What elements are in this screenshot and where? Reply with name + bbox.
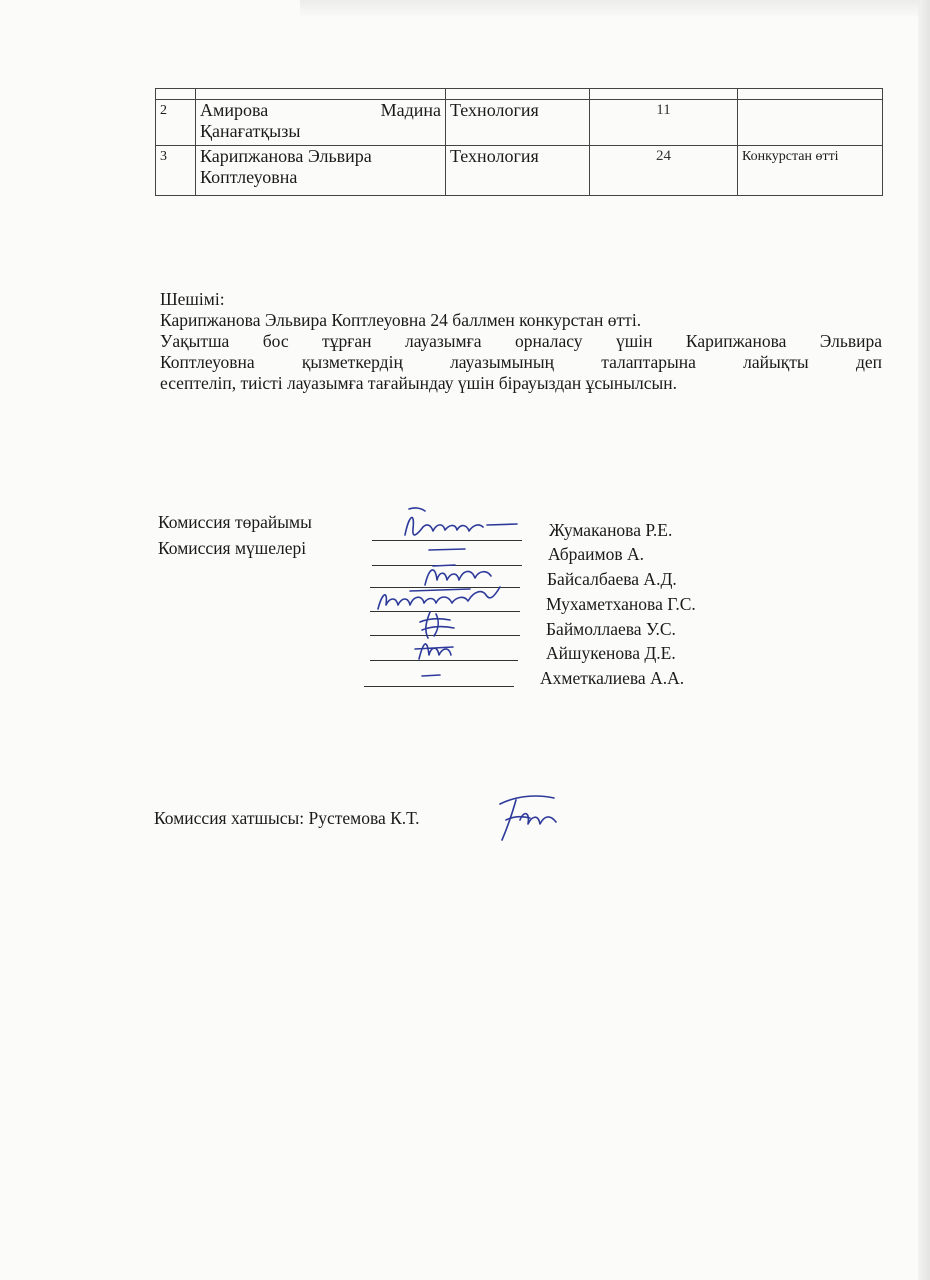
name-part: Коптлеуовна xyxy=(200,167,298,187)
decision-line: есептеліп, тиісті лауазымға тағайындау үшін бірауыздан ұсынылсын. xyxy=(160,373,678,393)
name-part: Мадина xyxy=(380,100,441,120)
results-table xyxy=(155,88,883,196)
chair-label: Комиссия төрайымы xyxy=(158,512,312,532)
member-name: Ахметкалиева А.А. xyxy=(540,668,685,688)
table-row xyxy=(156,89,883,100)
score xyxy=(590,89,738,100)
decision-line: Карипжанова Эльвира Коптлеуовна 24 баллмен конкурстан өтті. xyxy=(160,310,642,330)
name-part: Амирова xyxy=(200,100,269,120)
score: 11 xyxy=(590,100,738,146)
member-name: Абраимов А. xyxy=(548,544,645,564)
secretary-label: Комиссия хатшысы: xyxy=(154,808,305,828)
candidate-name xyxy=(196,146,446,196)
member-name: Мухаметханова Г.С. xyxy=(546,594,696,614)
secretary-line xyxy=(154,808,420,829)
subject xyxy=(446,89,590,100)
signature-secretary xyxy=(486,790,566,845)
secretary-name: Рустемова К.Т. xyxy=(308,808,420,828)
decision-heading: Шешімі: xyxy=(160,289,225,309)
decision-line: Коптлеуовна қызметкердің лауазымының талаптарына лайықты деп xyxy=(160,352,882,372)
decision-line: Уақытша бос тұрған лауазымға орналасу үшін Карипжанова Эльвира xyxy=(160,331,882,351)
score: 24 xyxy=(590,146,738,196)
status: Конкурстан өтті xyxy=(738,146,883,196)
status xyxy=(738,100,883,146)
table-row xyxy=(156,146,883,196)
member-name: Байсалбаева А.Д. xyxy=(547,569,677,589)
row-number: 3 xyxy=(156,146,196,196)
candidate-name xyxy=(196,89,446,100)
name-part: Қанағатқызы xyxy=(200,121,301,141)
subject: Технология xyxy=(446,146,590,196)
name-part: Карипжанова Эльвира xyxy=(200,146,372,166)
row-number: 2 xyxy=(156,100,196,146)
members-label: Комиссия мүшелері xyxy=(158,538,307,558)
signature-member xyxy=(405,633,465,663)
signature-member xyxy=(425,540,485,560)
status xyxy=(738,89,883,100)
scan-shadow xyxy=(300,0,920,18)
signature-member xyxy=(418,668,458,684)
member-name: Баймоллаева У.С. xyxy=(546,619,676,639)
row-number xyxy=(156,89,196,100)
table-row xyxy=(156,100,883,146)
member-name: Жумаканова Р.Е. xyxy=(549,520,673,540)
candidate-name xyxy=(196,100,446,146)
page-edge-shadow xyxy=(918,0,930,1280)
member-name: Айшукенова Д.Е. xyxy=(546,643,676,663)
decision-block xyxy=(160,289,882,394)
signature-line xyxy=(364,686,514,687)
subject: Технология xyxy=(446,100,590,146)
